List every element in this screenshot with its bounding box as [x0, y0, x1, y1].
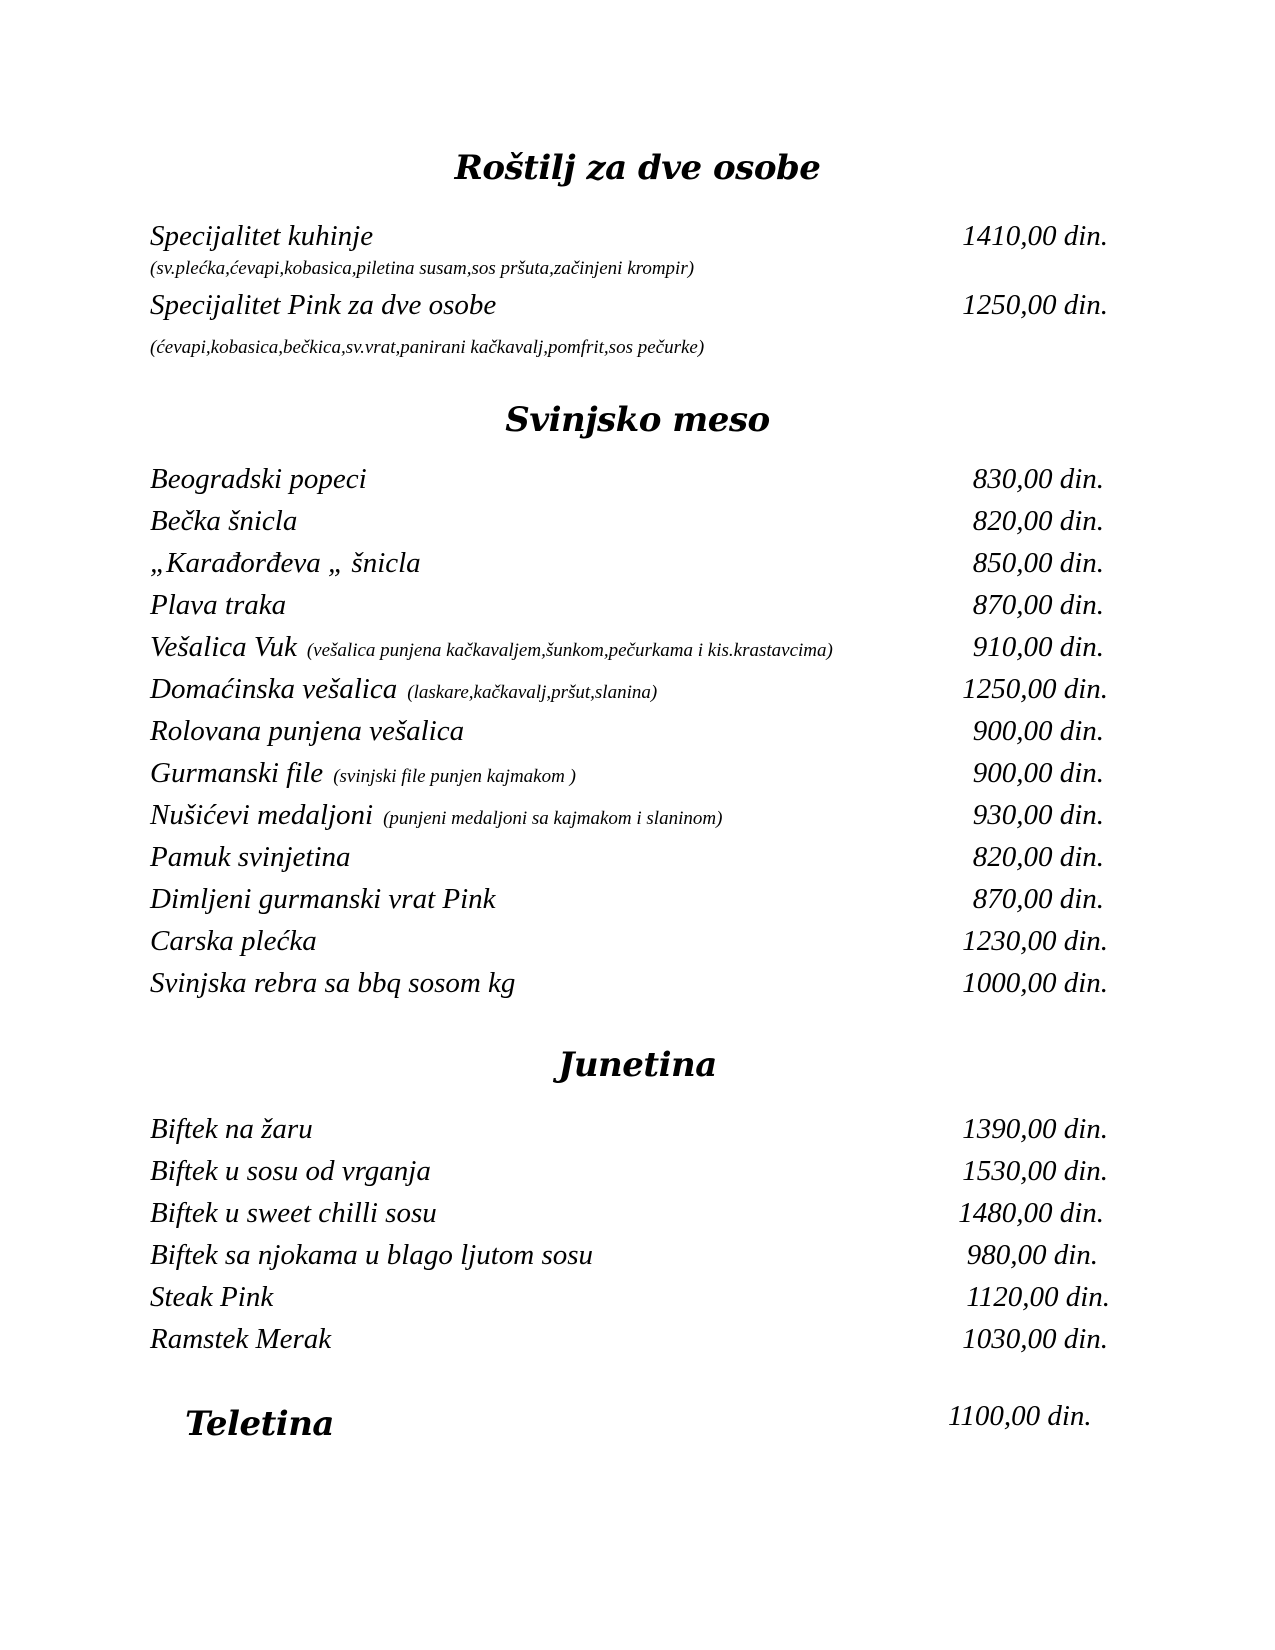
item-price: 930,00 din.	[972, 799, 1104, 831]
item-name: Biftek u sosu od vrganja	[150, 1155, 431, 1187]
item-price: 1480,00 din.	[958, 1197, 1104, 1229]
item-description: (ćevapi,kobasica,bečkica,sv.vrat,panirani kačkavalj,pomfrit,sos pečurke)	[150, 337, 705, 358]
item-price: 1250,00 din.	[962, 673, 1108, 705]
section-title-teletina: Teletina	[185, 1404, 334, 1444]
item-name: Dimljeni gurmanski vrat Pink	[150, 883, 496, 915]
section-title-rostilj: Roštilj za dve osobe	[454, 148, 821, 188]
item-name: Beogradski popeci	[150, 463, 367, 495]
section-title-junetina: Junetina	[558, 1045, 717, 1085]
item-price: 1100,00 din.	[948, 1400, 1092, 1432]
item-price: 1030,00 din.	[962, 1323, 1108, 1355]
item-price: 1000,00 din.	[962, 967, 1108, 999]
menu-item	[150, 710, 1130, 752]
item-price: 900,00 din.	[972, 715, 1104, 747]
item-price: 1410,00 din.	[962, 220, 1108, 252]
menu-item	[150, 458, 1130, 500]
menu-item	[150, 542, 1130, 584]
item-name: Gurmanski file (svinjski file punjen kajmakom )	[150, 757, 576, 789]
menu-item	[150, 668, 1130, 710]
item-name: Rolovana punjena vešalica	[150, 715, 465, 747]
menu-item	[150, 584, 1130, 626]
item-price: 870,00 din.	[972, 883, 1104, 915]
item-name: Biftek u sweet chilli sosu	[150, 1197, 437, 1229]
menu-item	[150, 1192, 1130, 1234]
item-price: 1120,00 din.	[966, 1281, 1110, 1313]
item-name: Biftek na žaru	[150, 1113, 313, 1145]
item-price: 900,00 din.	[972, 757, 1104, 789]
menu-item	[150, 752, 1130, 794]
menu-item	[150, 962, 1130, 1004]
item-name: Domaćinska vešalica (laskare,kačkavalj,pršut,slanina)	[150, 673, 658, 705]
item-name: Plava traka	[150, 589, 287, 621]
item-name: Biftek sa njokama u blago ljutom sosu	[150, 1239, 594, 1271]
item-name: Vešalica Vuk (vešalica punjena kačkavaljem,šunkom,pečurkama i kis.krastavcima)	[150, 631, 833, 663]
menu-item	[150, 626, 1130, 668]
item-description: (sv.plećka,ćevapi,kobasica,piletina susam,sos pršuta,začinjeni krompir)	[150, 258, 695, 279]
menu-item	[150, 878, 1130, 920]
menu-item	[150, 215, 1130, 257]
item-name: Pamuk svinjetina	[150, 841, 351, 873]
item-price: 1530,00 din.	[962, 1155, 1108, 1187]
item-price: 820,00 din.	[972, 505, 1104, 537]
item-price: 1230,00 din.	[962, 925, 1108, 957]
menu-item	[150, 794, 1130, 836]
item-name: Specijalitet Pink za dve osobe	[150, 289, 497, 321]
item-price: 980,00 din.	[966, 1239, 1098, 1271]
menu-item	[150, 1318, 1130, 1360]
menu-item	[150, 284, 1130, 326]
menu-item	[150, 920, 1130, 962]
item-name: Bečka šnicla	[150, 505, 298, 537]
item-price: 830,00 din.	[972, 463, 1104, 495]
menu-item	[150, 836, 1130, 878]
item-price: 870,00 din.	[972, 589, 1104, 621]
item-name: „Karađorđeva „ šnicla	[150, 547, 421, 579]
section-title-svinjsko: Svinjsko meso	[505, 400, 770, 440]
item-price: 820,00 din.	[972, 841, 1104, 873]
item-price: 1390,00 din.	[962, 1113, 1108, 1145]
menu-item	[150, 1150, 1130, 1192]
item-price: 850,00 din.	[972, 547, 1104, 579]
item-name: Carska plećka	[150, 925, 317, 957]
item-price: 1250,00 din.	[962, 289, 1108, 321]
item-price: 910,00 din.	[972, 631, 1104, 663]
menu-item	[150, 1234, 1130, 1276]
menu-item	[150, 1276, 1130, 1318]
item-name: Specijalitet kuhinje	[150, 220, 374, 252]
menu-item	[150, 1108, 1130, 1150]
item-name: Steak Pink	[150, 1281, 274, 1313]
menu-item	[150, 500, 1130, 542]
item-name: Nušićevi medaljoni (punjeni medaljoni sa kajmakom i slaninom)	[150, 799, 723, 831]
item-name: Svinjska rebra sa bbq sosom kg	[150, 967, 516, 999]
item-name: Ramstek Merak	[150, 1323, 332, 1355]
